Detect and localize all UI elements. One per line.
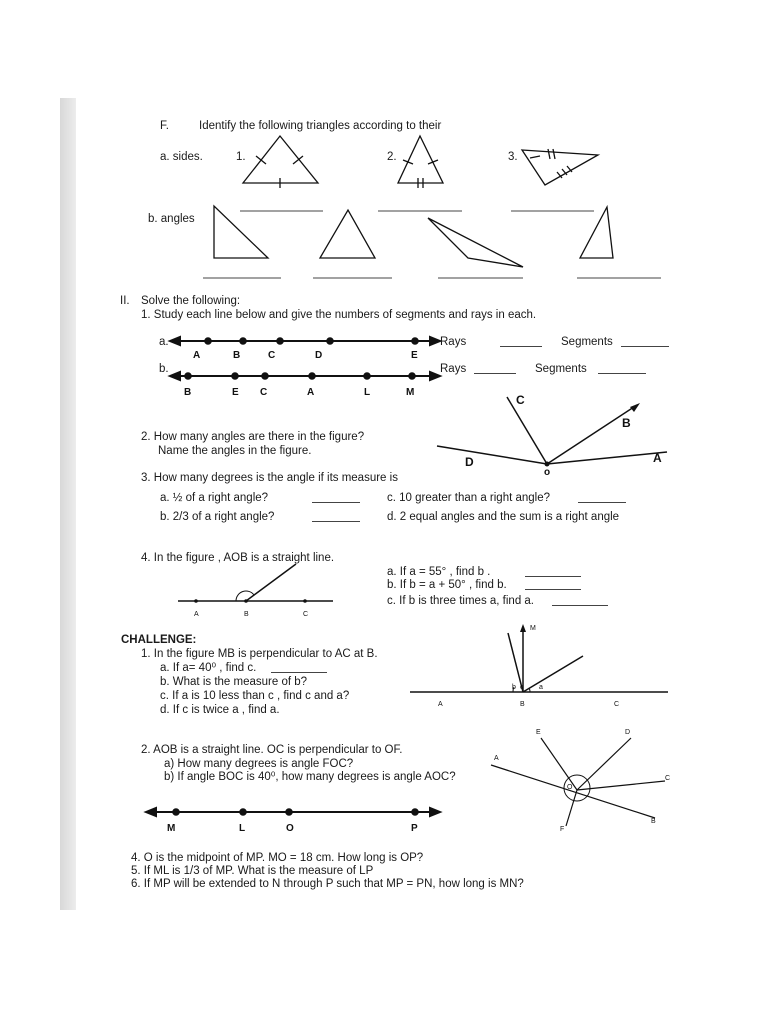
fig-c2-label-e: E: [536, 729, 541, 736]
fig4-label-c: C: [303, 611, 309, 618]
challenge-q5: 5. If ML is 1/3 of MP. What is the measure of LP: [131, 865, 374, 877]
line-b-point: E: [232, 387, 239, 398]
line-b-point: M: [406, 387, 415, 398]
fig-c1-angle-a: a: [539, 684, 543, 691]
challenge-2b: b) If angle BOC is 40⁰, how many degrees is angle AOC?: [164, 771, 456, 783]
fig-c2-label-b: B: [651, 818, 656, 825]
line-a-point: D: [315, 350, 323, 361]
question-3d: d. 2 equal angles and the sum is a right angle: [387, 511, 620, 523]
line-b-point: B: [184, 387, 192, 398]
challenge-2a: a) How many degrees is angle FOC?: [164, 758, 354, 770]
sides-label: a. sides.: [160, 151, 203, 163]
fig-c2-label-d: D: [625, 729, 631, 736]
angles-label: b. angles: [148, 213, 195, 225]
challenge-1d: d. If c is twice a , find a.: [160, 704, 280, 716]
section-f-heading: Identify the following triangles according to their: [199, 120, 442, 132]
rays-label-b: Rays: [440, 363, 467, 375]
challenge-q6: 6. If MP will be extended to N through P such that MP = PN, how long is MN?: [131, 878, 524, 890]
challenge-1a: a. If a= 40⁰ , find c.: [160, 662, 257, 674]
fig-c2-label-c: C: [665, 775, 671, 782]
fig2-label-d: D: [465, 455, 474, 469]
line-b-point: A: [307, 387, 315, 398]
challenge-1c: c. If a is 10 less than c , find c and a?: [160, 690, 350, 702]
fig-c1-angle-c: c: [520, 684, 524, 691]
question-4b: b. If b = a + 50° , find b.: [387, 579, 507, 591]
fig-c2-label-a: A: [494, 755, 499, 762]
segment-point: L: [239, 823, 246, 834]
fig-c1-label-a: A: [438, 701, 443, 708]
challenge-1: 1. In the figure MB is perpendicular to AC at B.: [141, 648, 378, 660]
section-ii-roman: II.: [120, 295, 130, 307]
triangle-number-1: 1.: [236, 151, 246, 163]
line-b-point: C: [260, 387, 268, 398]
question-3a: a. ½ of a right angle?: [160, 492, 269, 504]
section-ii-title: Solve the following:: [141, 295, 241, 307]
section-f-letter: F.: [160, 120, 169, 132]
fig4-label-a: A: [194, 611, 199, 618]
fig-c2-label-o: O: [567, 784, 573, 791]
line-a-point: B: [233, 350, 241, 361]
fig2-label-o: o: [544, 467, 551, 478]
question-3: 3. How many degrees is the angle if its measure is: [141, 472, 398, 484]
question-3b: b. 2/3 of a right angle?: [160, 511, 275, 523]
challenge-2: 2. AOB is a straight line. OC is perpendicular to OF.: [141, 744, 403, 756]
rays-label-a: Rays: [440, 336, 467, 348]
challenge-title: CHALLENGE:: [121, 634, 197, 646]
question-4: 4. In the figure , AOB is a straight line.: [141, 552, 335, 564]
line-b-point: L: [364, 387, 371, 398]
fig2-label-c: C: [516, 393, 525, 407]
fig-c2-label-f: F: [560, 826, 565, 833]
segments-label-b: Segments: [535, 363, 587, 375]
question-4c: c. If b is three times a, find a.: [387, 595, 535, 607]
question-3c: c. 10 greater than a right angle?: [387, 492, 551, 504]
challenge-1b: b. What is the measure of b?: [160, 676, 308, 688]
fig2-label-b: B: [622, 416, 631, 430]
triangle-number-2: 2.: [387, 151, 397, 163]
fig-c1-label-b: B: [520, 701, 525, 708]
segments-label-a: Segments: [561, 336, 613, 348]
segment-point: O: [286, 823, 294, 834]
fig-c1-label-c: C: [614, 701, 620, 708]
fig-c1-angle-b: b: [512, 684, 516, 691]
line-a-point: C: [268, 350, 276, 361]
line-a-label: a.: [159, 336, 169, 348]
line-a-point: E: [411, 350, 418, 361]
question-4a: a. If a = 55° , find b .: [387, 566, 491, 578]
fig2-label-a: A: [653, 451, 662, 465]
question-1: 1. Study each line below and give the numbers of segments and rays in each.: [141, 309, 537, 321]
fig-c1-label-m: M: [530, 625, 536, 632]
line-b-label: b.: [159, 363, 169, 375]
line-a-point: A: [193, 350, 201, 361]
segment-point: M: [167, 823, 176, 834]
segment-point: P: [411, 823, 418, 834]
challenge-q4: 4. O is the midpoint of MP. MO = 18 cm. How long is OP?: [131, 852, 424, 864]
question-2-line-1: 2. How many angles are there in the figure?: [141, 431, 365, 443]
fig4-label-b: B: [244, 611, 249, 618]
triangle-number-3: 3.: [508, 151, 518, 163]
question-2-line-2: Name the angles in the figure.: [158, 445, 312, 457]
